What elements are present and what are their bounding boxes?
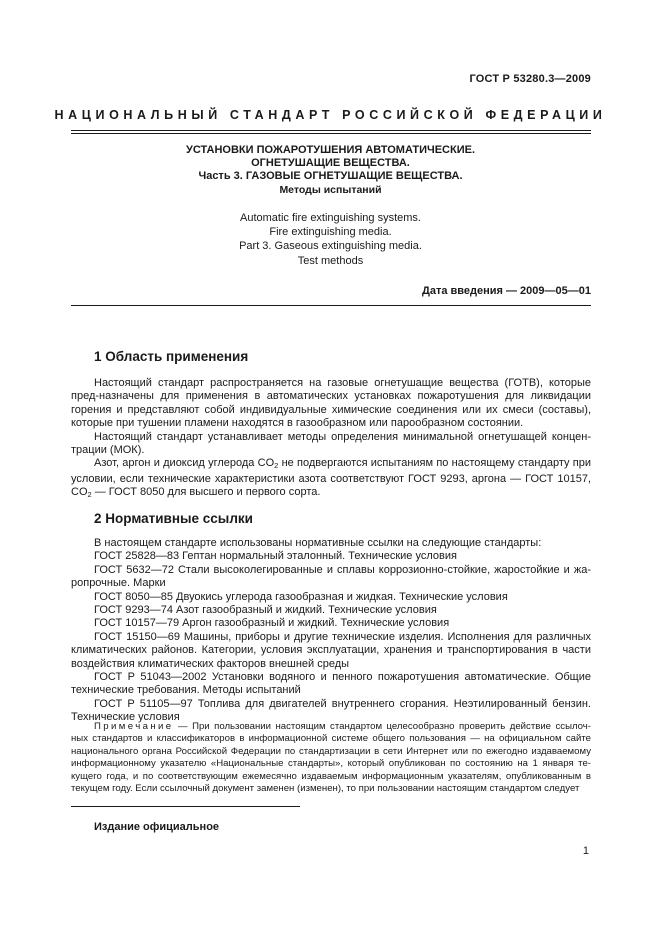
- title-line: Part 3. Gaseous extinguishing media.: [239, 240, 422, 253]
- subscript: 2: [87, 490, 92, 500]
- section-2-heading: 2 Нормативные ссылки: [94, 511, 253, 526]
- header-bottom-rule: [71, 133, 591, 134]
- title-line: Часть 3. ГАЗОВЫЕ ОГНЕТУШАЩИЕ ВЕЩЕСТВА.: [198, 170, 463, 183]
- page-number: 1: [582, 845, 589, 857]
- header-top-rule: [71, 130, 591, 131]
- english-title: [0, 211, 661, 268]
- title-line: Методы испытаний: [279, 183, 382, 196]
- russian-title: [0, 144, 661, 197]
- title-line: Automatic fire extinguishing systems.: [240, 212, 421, 224]
- note-block: [71, 721, 591, 795]
- title-line: Test methods: [297, 254, 364, 267]
- title-line: ОГНЕТУШАЩИЕ ВЕЩЕСТВА.: [251, 157, 410, 170]
- introduction-date: Дата введения — 2009—05—01: [422, 285, 591, 297]
- reference-item: ГОСТ 9293—74 Азот газообразный и жидкий. Технические условия: [94, 604, 437, 617]
- paragraph: Настоящий стандарт распространяется на газовые огнетушащие вещества (ГОТВ), которые пред-назначены для применения в автоматических установках пожаротушения для ликвидации горения и представляют собой индивидуальные химические соединения или их смеси (составы), которые при тушении пламени находятся в газообразном или парообразном состоянии.: [71, 377, 591, 430]
- section-2-body: [71, 537, 591, 725]
- date-rule: [71, 305, 591, 306]
- title-line: Fire extinguishing media.: [269, 226, 392, 239]
- text-span: — ГОСТ 8050 для высшего и первого сорта.: [91, 486, 321, 499]
- subscript: 2: [274, 461, 279, 471]
- note-text: — При пользовании настоящим стандартом целесообразно проверить действие ссылоч-ных стандартов и классификаторов в информационной системе общего пользования — на официальном сайте национального органа Российской Федерации по стандартизации в сети Интернет или по ежегодно издаваемому информационному указателю «Национальные стандарты», который опубликован по состоянию на 1 января те-кущего года, и по соответствующим ежемесячно издаваемым информационным указателям, опубликованным в текущем году. Если ссылочный документ заменен (изменен), то при пользовании настоящим стандартом следует: [71, 721, 591, 795]
- paragraph: Настоящий стандарт устанавливает методы определения минимальной огнетушащей концен-трации (МОК).: [71, 430, 591, 457]
- official-edition-label: Издание официальное: [94, 821, 220, 833]
- document-number: ГОСТ Р 53280.3—2009: [469, 73, 591, 85]
- reference-item: ГОСТ 5632—72 Стали высоколегированные и сплавы коррозионно-стойкие, жаростойкие и жа-ропрочные. Марки: [71, 563, 591, 590]
- text-span: не подвергаются испытаниям по настоящему стандарту при условии, если технические характеристики азота соответствуют ГОСТ 9293, аргона — ГОСТ 10157, CO: [71, 457, 591, 499]
- note-label: Примечание: [94, 721, 174, 732]
- reference-item: ГОСТ Р 51105—97 Топлива для двигателей внутреннего сгорания. Неэтилированный бензин. Технические условия: [71, 697, 591, 724]
- paragraph: В настоящем стандарте использованы нормативные ссылки на следующие стандарты:: [94, 537, 542, 549]
- paragraph: [71, 457, 591, 501]
- footer-rule: [71, 806, 300, 807]
- title-line: УСТАНОВКИ ПОЖАРОТУШЕНИЯ АВТОМАТИЧЕСКИЕ.: [186, 144, 475, 156]
- note-paragraph: [71, 721, 591, 795]
- reference-item: ГОСТ 15150—69 Машины, приборы и другие технические изделия. Исполнения для различных климатических районов. Категории, условия эксплуатации, хранения и транспортирования в части воздействия климатических факторов внешней среды: [71, 630, 591, 670]
- section-1-heading: 1 Область применения: [94, 349, 249, 364]
- reference-item: ГОСТ 8050—85 Двуокись углерода газообразная и жидкая. Технические условия: [94, 590, 508, 603]
- reference-item: ГОСТ 25828—83 Гептан нормальный эталонный. Технические условия: [94, 550, 457, 563]
- section-1-body: [71, 377, 591, 502]
- reference-item: ГОСТ 10157—79 Аргон газообразный и жидкий. Технические условия: [94, 617, 450, 630]
- text-span: Азот, аргон и диоксид углерода CO: [94, 457, 275, 470]
- reference-item: ГОСТ Р 51043—2002 Установки водяного и пенного пожаротушения автоматические. Общие технические требования. Методы испытаний: [71, 671, 591, 697]
- national-standard-heading: НАЦИОНАЛЬНЫЙ СТАНДАРТ РОССИЙСКОЙ ФЕДЕРАЦИИ: [54, 108, 607, 122]
